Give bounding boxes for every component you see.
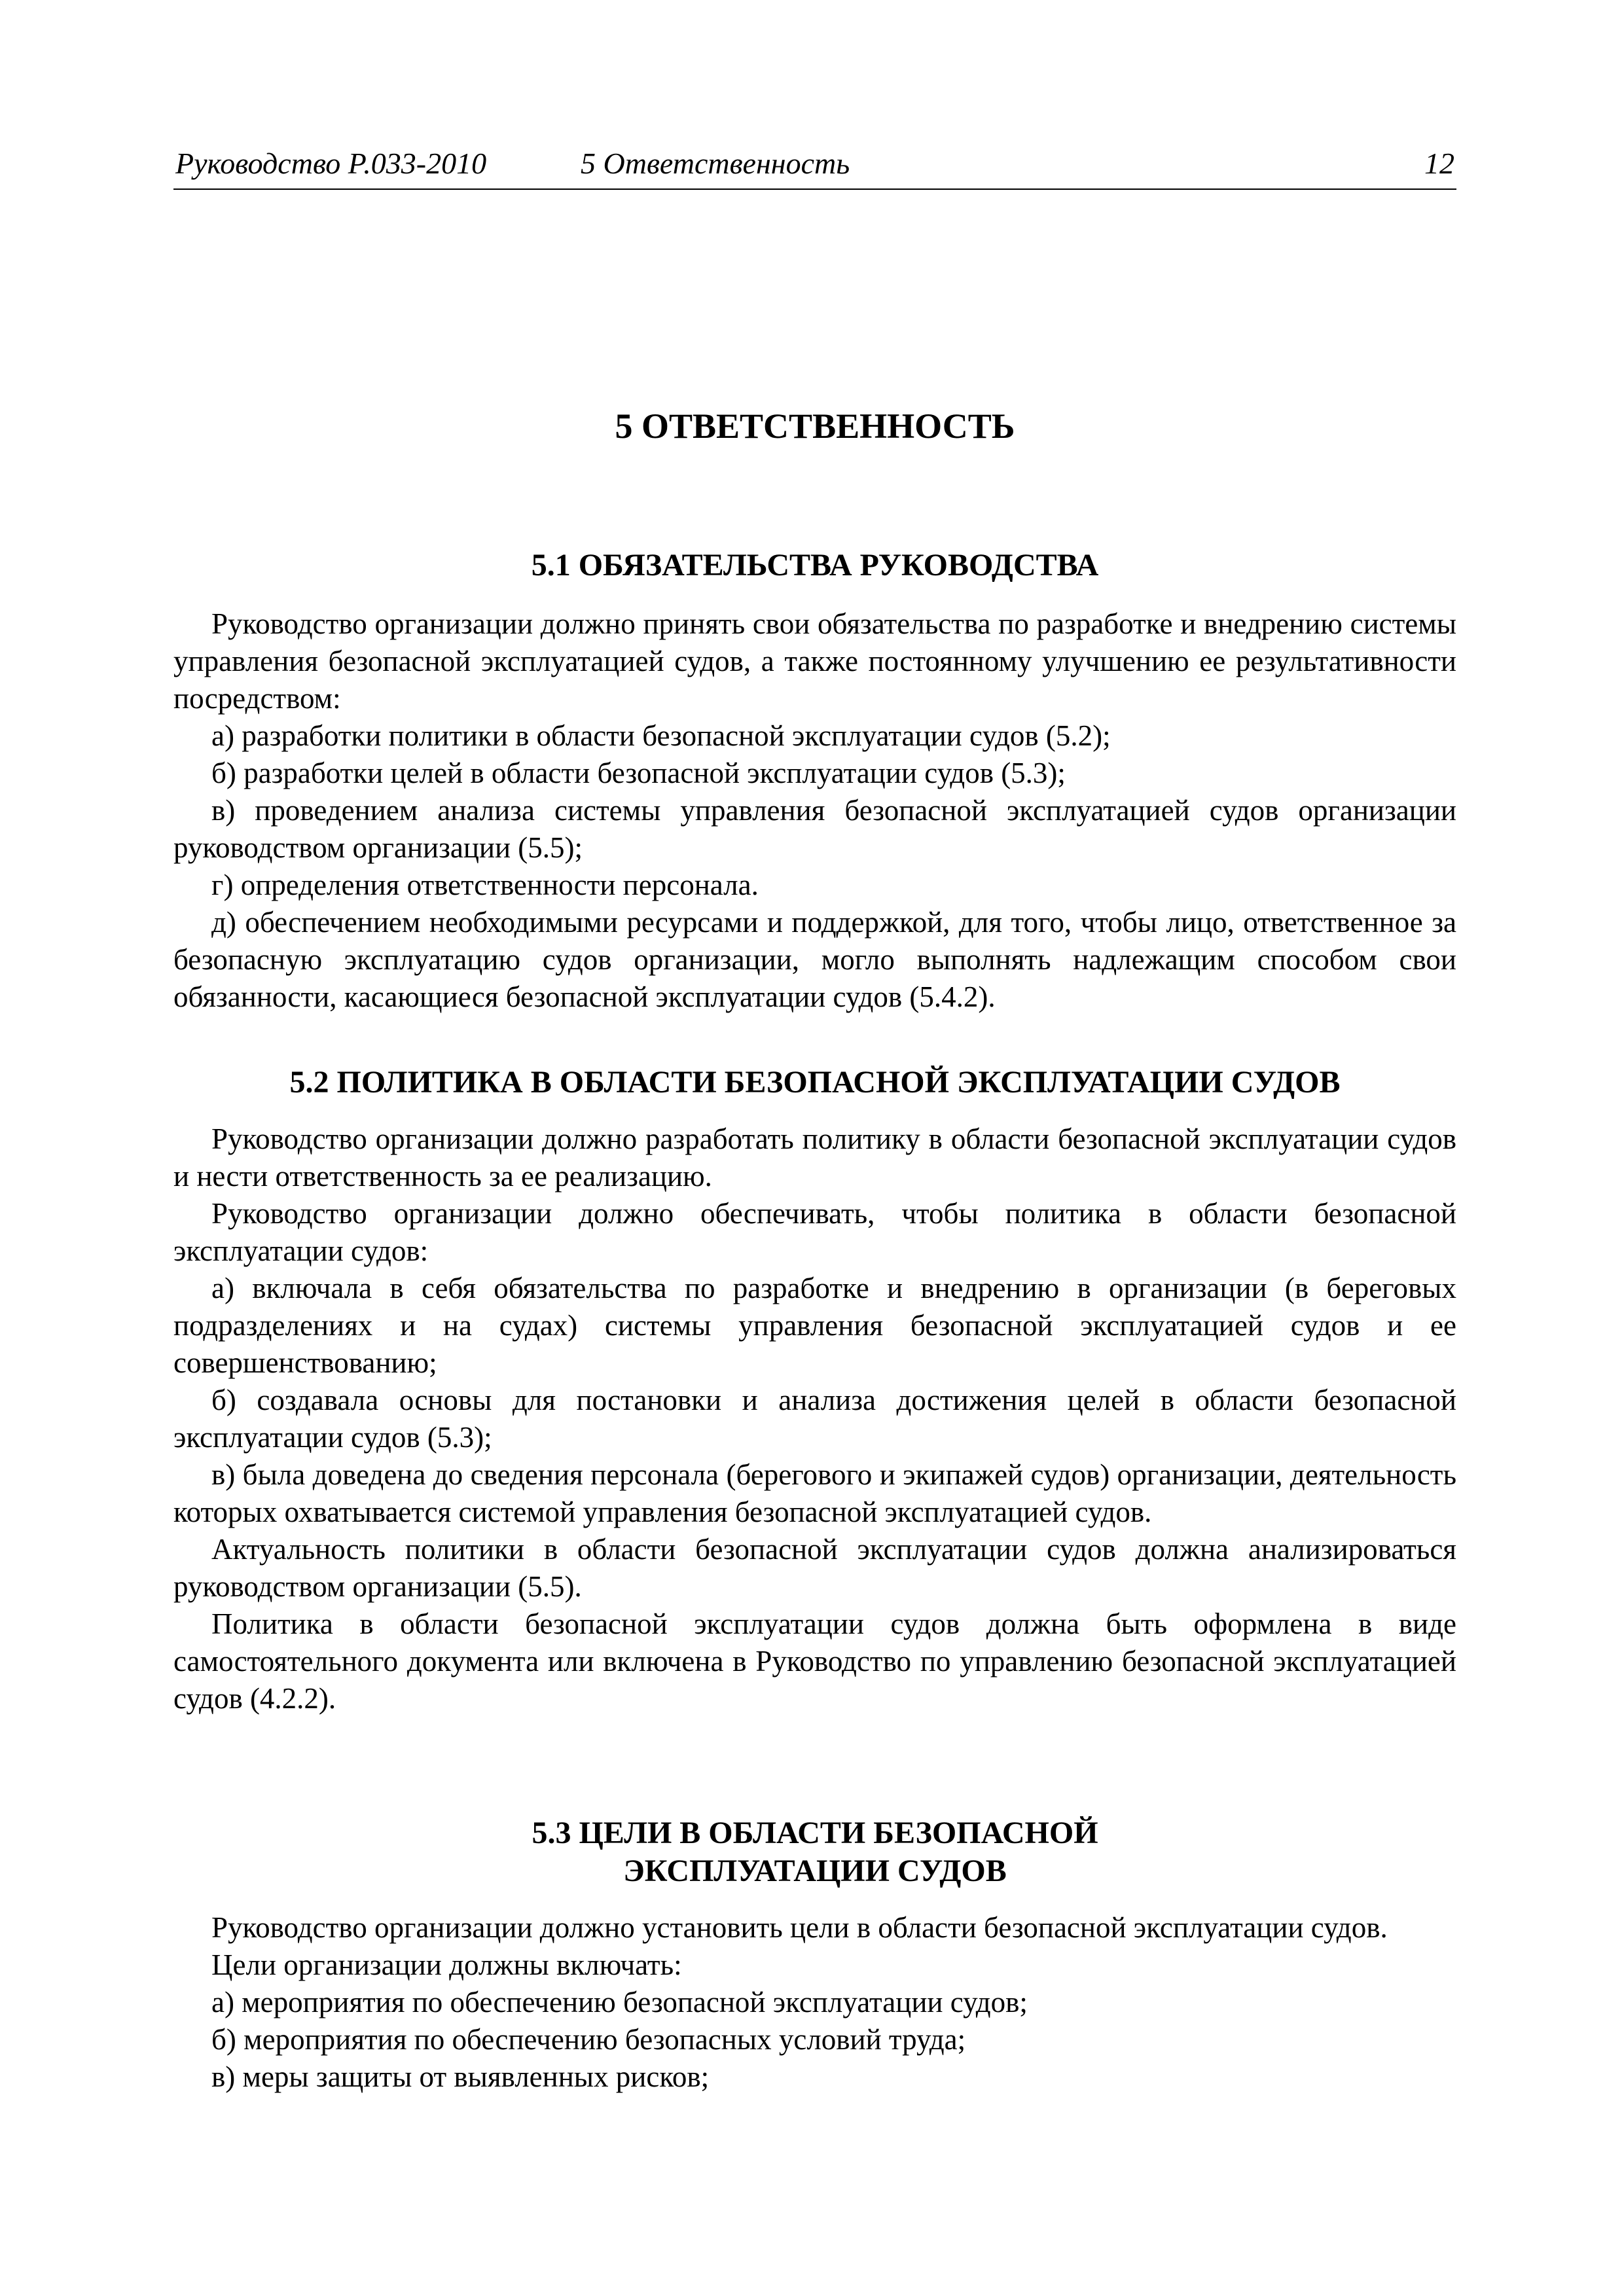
paragraph: Руководство организации должно обеспечивать, чтобы политика в области безопасной эксплуатации судов:: [173, 1197, 1456, 1267]
paragraph: Руководство организации должно принять свои обязательства по разработке и внедрению системы управления безопасной эксплуатацией судов, а также постоянному улучшению ее результативности посредством:: [173, 607, 1456, 715]
paragraph: Руководство организации должно разработать политику в области безопасной эксплуатации судов и нести ответственность за ее реализацию.: [173, 1122, 1456, 1193]
section-body-5-3: [173, 1909, 1456, 2096]
list-item: д) обеспечением необходимыми ресурсами и поддержкой, для того, чтобы лицо, ответственное за безопасную эксплуатацию судов организации, могло выполнять надлежащим способом свои обязанности, касающиеся безопасной эксплуатации судов (5.4.2).: [173, 906, 1456, 1013]
list-item: б) разработки целей в области безопасной эксплуатации судов (5.3);: [211, 757, 1066, 789]
paragraph: Актуальность политики в области безопасной эксплуатации судов должна анализироваться руководством организации (5.5).: [173, 1533, 1456, 1603]
section-title-5-2: [173, 1064, 1456, 1102]
section-title-line: ЭКСПЛУАТАЦИИ СУДОВ: [623, 1854, 1007, 1888]
section-body-5-1: [173, 605, 1456, 1016]
list-item: в) меры защиты от выявленных рисков;: [211, 2060, 710, 2093]
header-section-title: 5 Ответственность: [581, 147, 850, 180]
list-item: б) мероприятия по обеспечению безопасных условий труда;: [211, 2023, 966, 2056]
chapter-title: 5 ОТВЕТСТВЕННОСТЬ: [615, 406, 1015, 446]
list-item: а) мероприятия по обеспечению безопасной эксплуатации судов;: [211, 1986, 1028, 2018]
section-title-line: 5.3 ЦЕЛИ В ОБЛАСТИ БЕЗОПАСНОЙ: [532, 1816, 1098, 1850]
section-title-line: 5.1 ОБЯЗАТЕЛЬСТВА РУКОВОДСТВА: [531, 548, 1099, 583]
list-item: а) разработки политики в области безопасной эксплуатации судов (5.2);: [211, 719, 1111, 752]
section-title-line: 5.2 ПОЛИТИКА В ОБЛАСТИ БЕЗОПАСНОЙ ЭКСПЛУАТАЦИИ СУДОВ: [289, 1065, 1341, 1100]
page-header: [173, 145, 1456, 190]
header-document-title: Руководство Р.033-2010: [175, 147, 487, 180]
paragraph: Руководство организации должно установить цели в области безопасной эксплуатации судов.: [211, 1911, 1388, 1944]
paragraph: Политика в области безопасной эксплуатации судов должна быть оформлена в виде самостоятельного документа или включена в Руководство по управлению безопасной эксплуатацией судов (4.2.2).: [173, 1607, 1456, 1715]
list-item: б) создавала основы для постановки и анализа достижения целей в области безопасной эксплуатации судов (5.3);: [173, 1384, 1456, 1454]
header-page-number: 12: [1424, 147, 1454, 180]
section-body-5-2: [173, 1121, 1456, 1717]
paragraph: Цели организации должны включать:: [211, 1948, 682, 1981]
list-item: в) была доведена до сведения персонала (берегового и экипажей судов) организации, деятельность которых охватывается системой управления безопасной эксплуатацией судов.: [173, 1458, 1456, 1528]
list-item: г) определения ответственности персонала.: [211, 869, 759, 901]
section-title-5-1: [173, 547, 1456, 584]
list-item: в) проведением анализа системы управления безопасной эксплуатацией судов организации руководством организации (5.5);: [173, 794, 1456, 864]
section-title-5-3: [173, 1814, 1456, 1890]
list-item: а) включала в себя обязательства по разработке и внедрению в организации (в береговых подразделениях и на судах) системы управления безопасной эксплуатацией судов и ее совершенствованию;: [173, 1272, 1456, 1379]
